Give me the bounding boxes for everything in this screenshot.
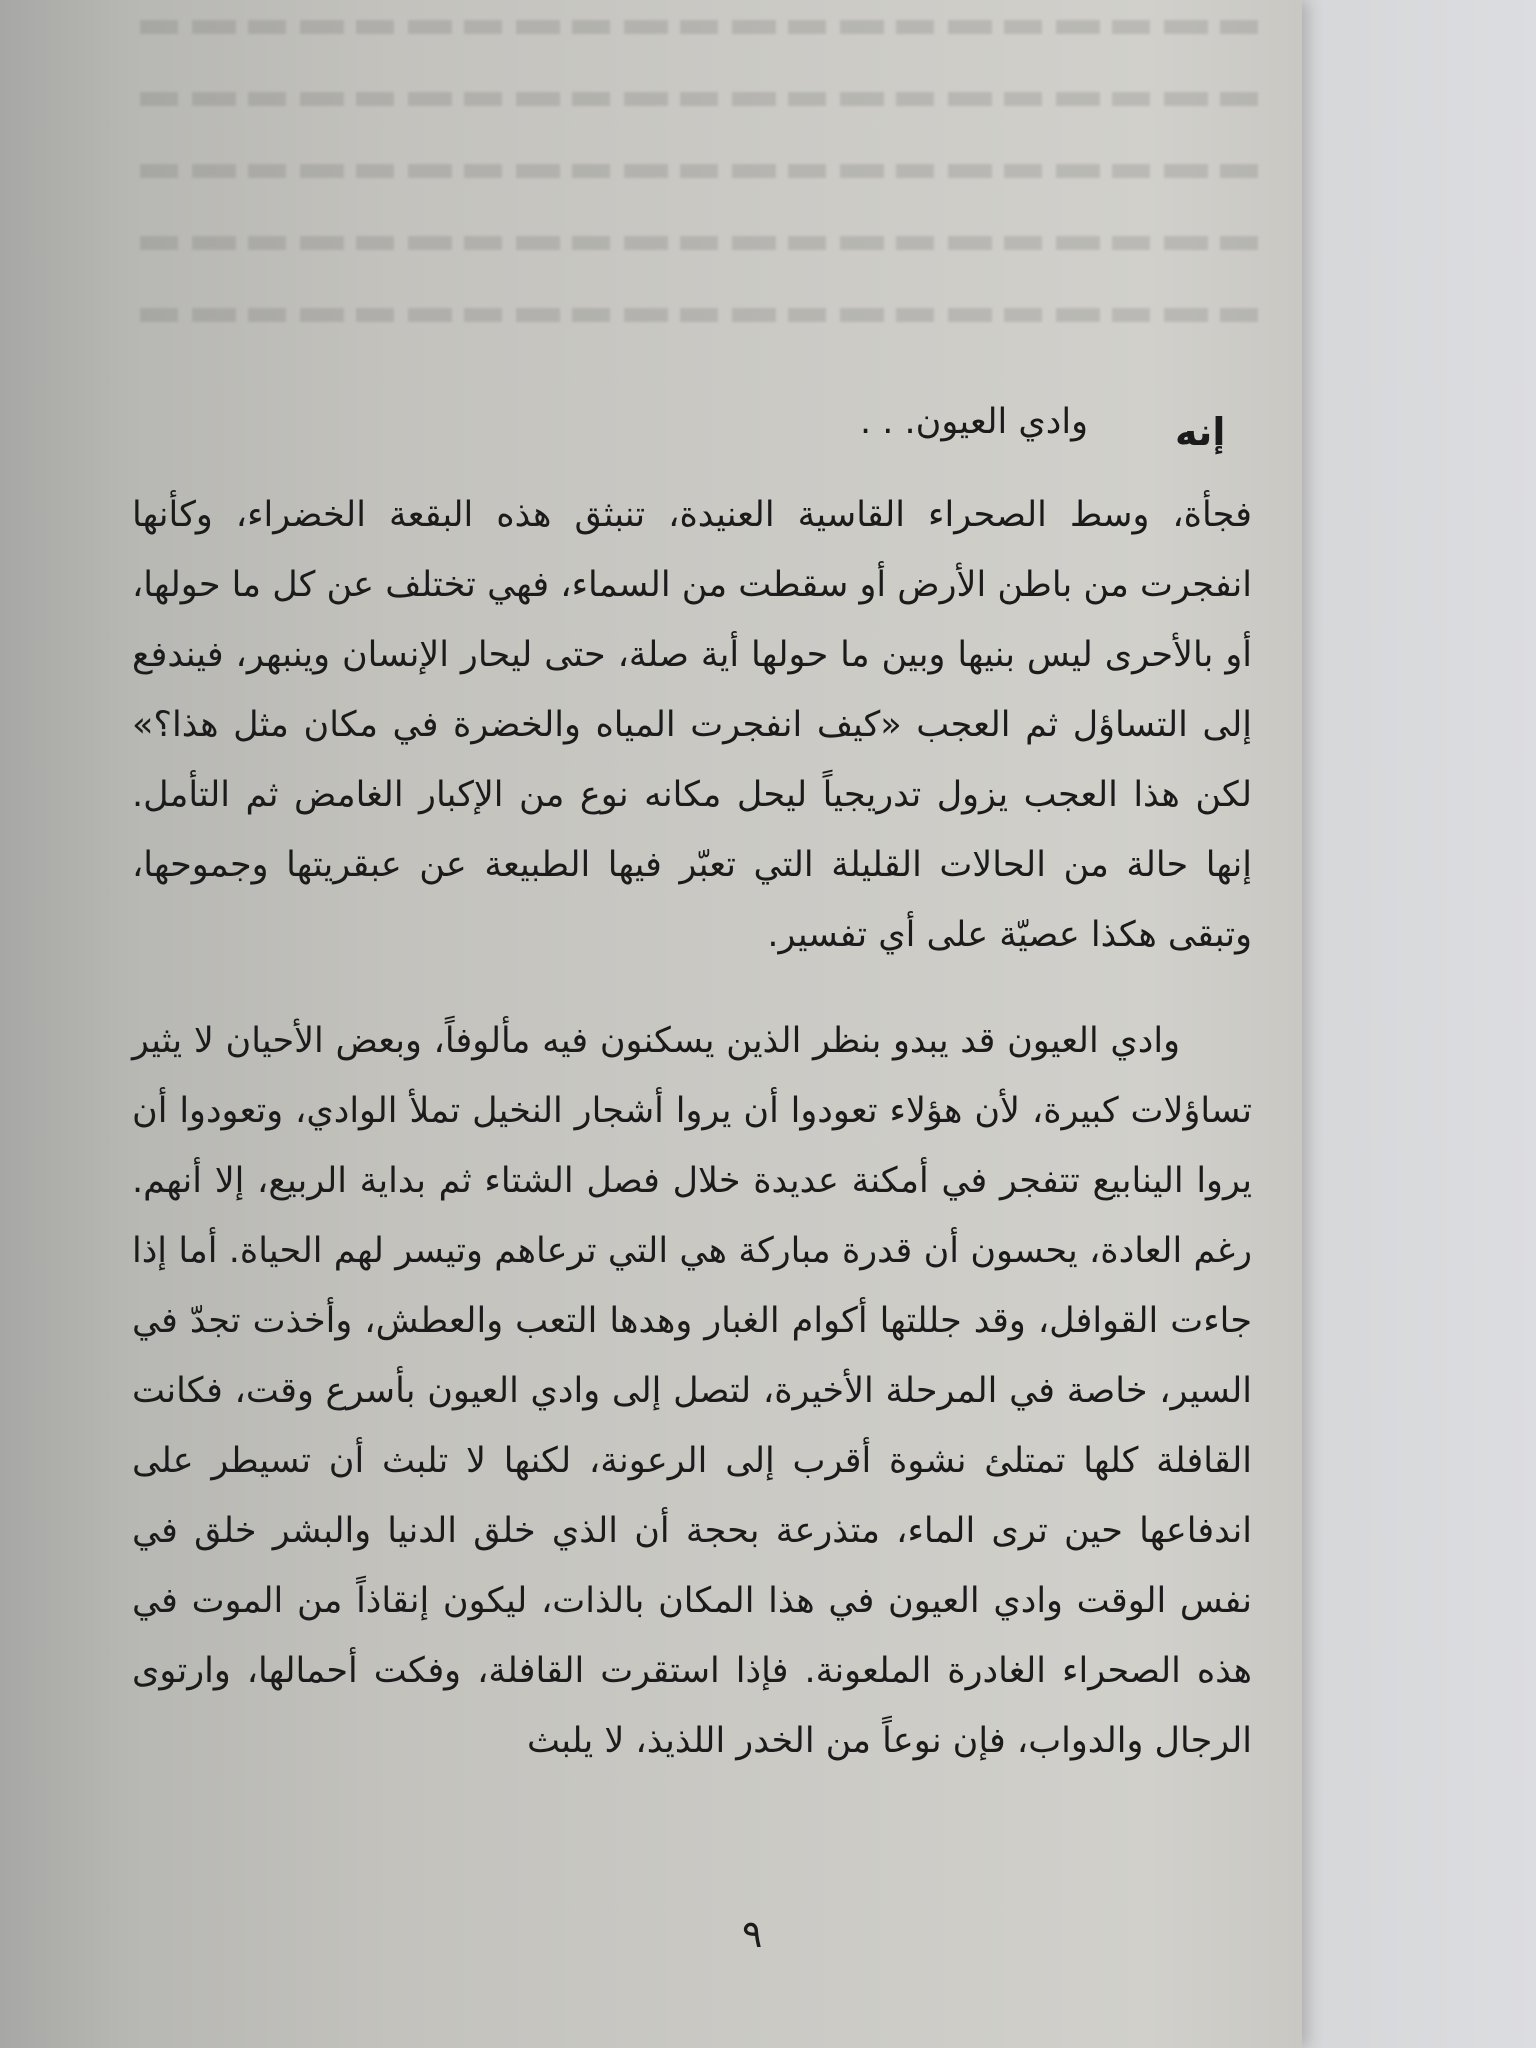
section-heading-word: إنه	[1175, 410, 1226, 454]
paragraph-2: وادي العيون قد يبدو بنظر الذين يسكنون فيه مألوفاً، وبعض الأحيان لا يثير تساؤلات كبيرة، لأن هؤلاء تعودوا أن يروا أشجار النخيل تملأ الوادي، وتعودوا أن يروا الينابيع تتفجر في أمكنة عديدة خلال فصل الشتاء ثم بداية الربيع، إلا أنهم. رغم العادة، يحسون أن قدرة مباركة هي التي ترعاهم وتيسر لهم الحياة. أما إذا جاءت القوافل، وقد جللتها أكوام الغبار وهدها التعب والعطش، وأخذت تجدّ في السير، خاصة في المرحلة الأخيرة، لتصل إلى وادي العيون بأسرع وقت، فكانت القافلة كلها تمتلئ نشوة أقرب إلى الرعونة، لكنها لا تلبث أن تسيطر على اندفاعها حين ترى الماء، متذرعة بحجة أن الذي خلق الدنيا والبشر خلق في نفس الوقت وادي العيون في هذا المكان بالذات، ليكون إنقاذاً من الموت في هذه الصحراء الغادرة الملعونة. فإذا استقرت القافلة، وفكت أحمالها، وارتوى الرجال والدواب، فإن نوعاً من الخدر اللذيذ، لا يلبث	[132, 1021, 1252, 1761]
body-text	[132, 400, 1252, 1776]
bleed-through-text	[140, 20, 1260, 420]
section-heading: وادي العيون. . .	[860, 402, 1088, 442]
paragraph-1: فجأة، وسط الصحراء القاسية العنيدة، تنبثق هذه البقعة الخضراء، وكأنها انفجرت من باطن الأرض أو سقطت من السماء، فهي تختلف عن كل ما حولها، أو بالأحرى ليس بنيها وبين ما حولها أية صلة، حتى ليحار الإنسان وينبهر، فيندفع إلى التساؤل ثم العجب «كيف انفجرت المياه والخضرة في مكان مثل هذا؟» لكن هذا العجب يزول تدريجياً ليحل مكانه نوع من الإكبار الغامض ثم التأمل. إنها حالة من الحالات القليلة التي تعبّر فيها الطبيعة عن عبقريتها وجموحها، وتبقى هكذا عصيّة على أي تفسير.	[132, 495, 1252, 955]
page-number: ٩	[742, 1912, 763, 1956]
